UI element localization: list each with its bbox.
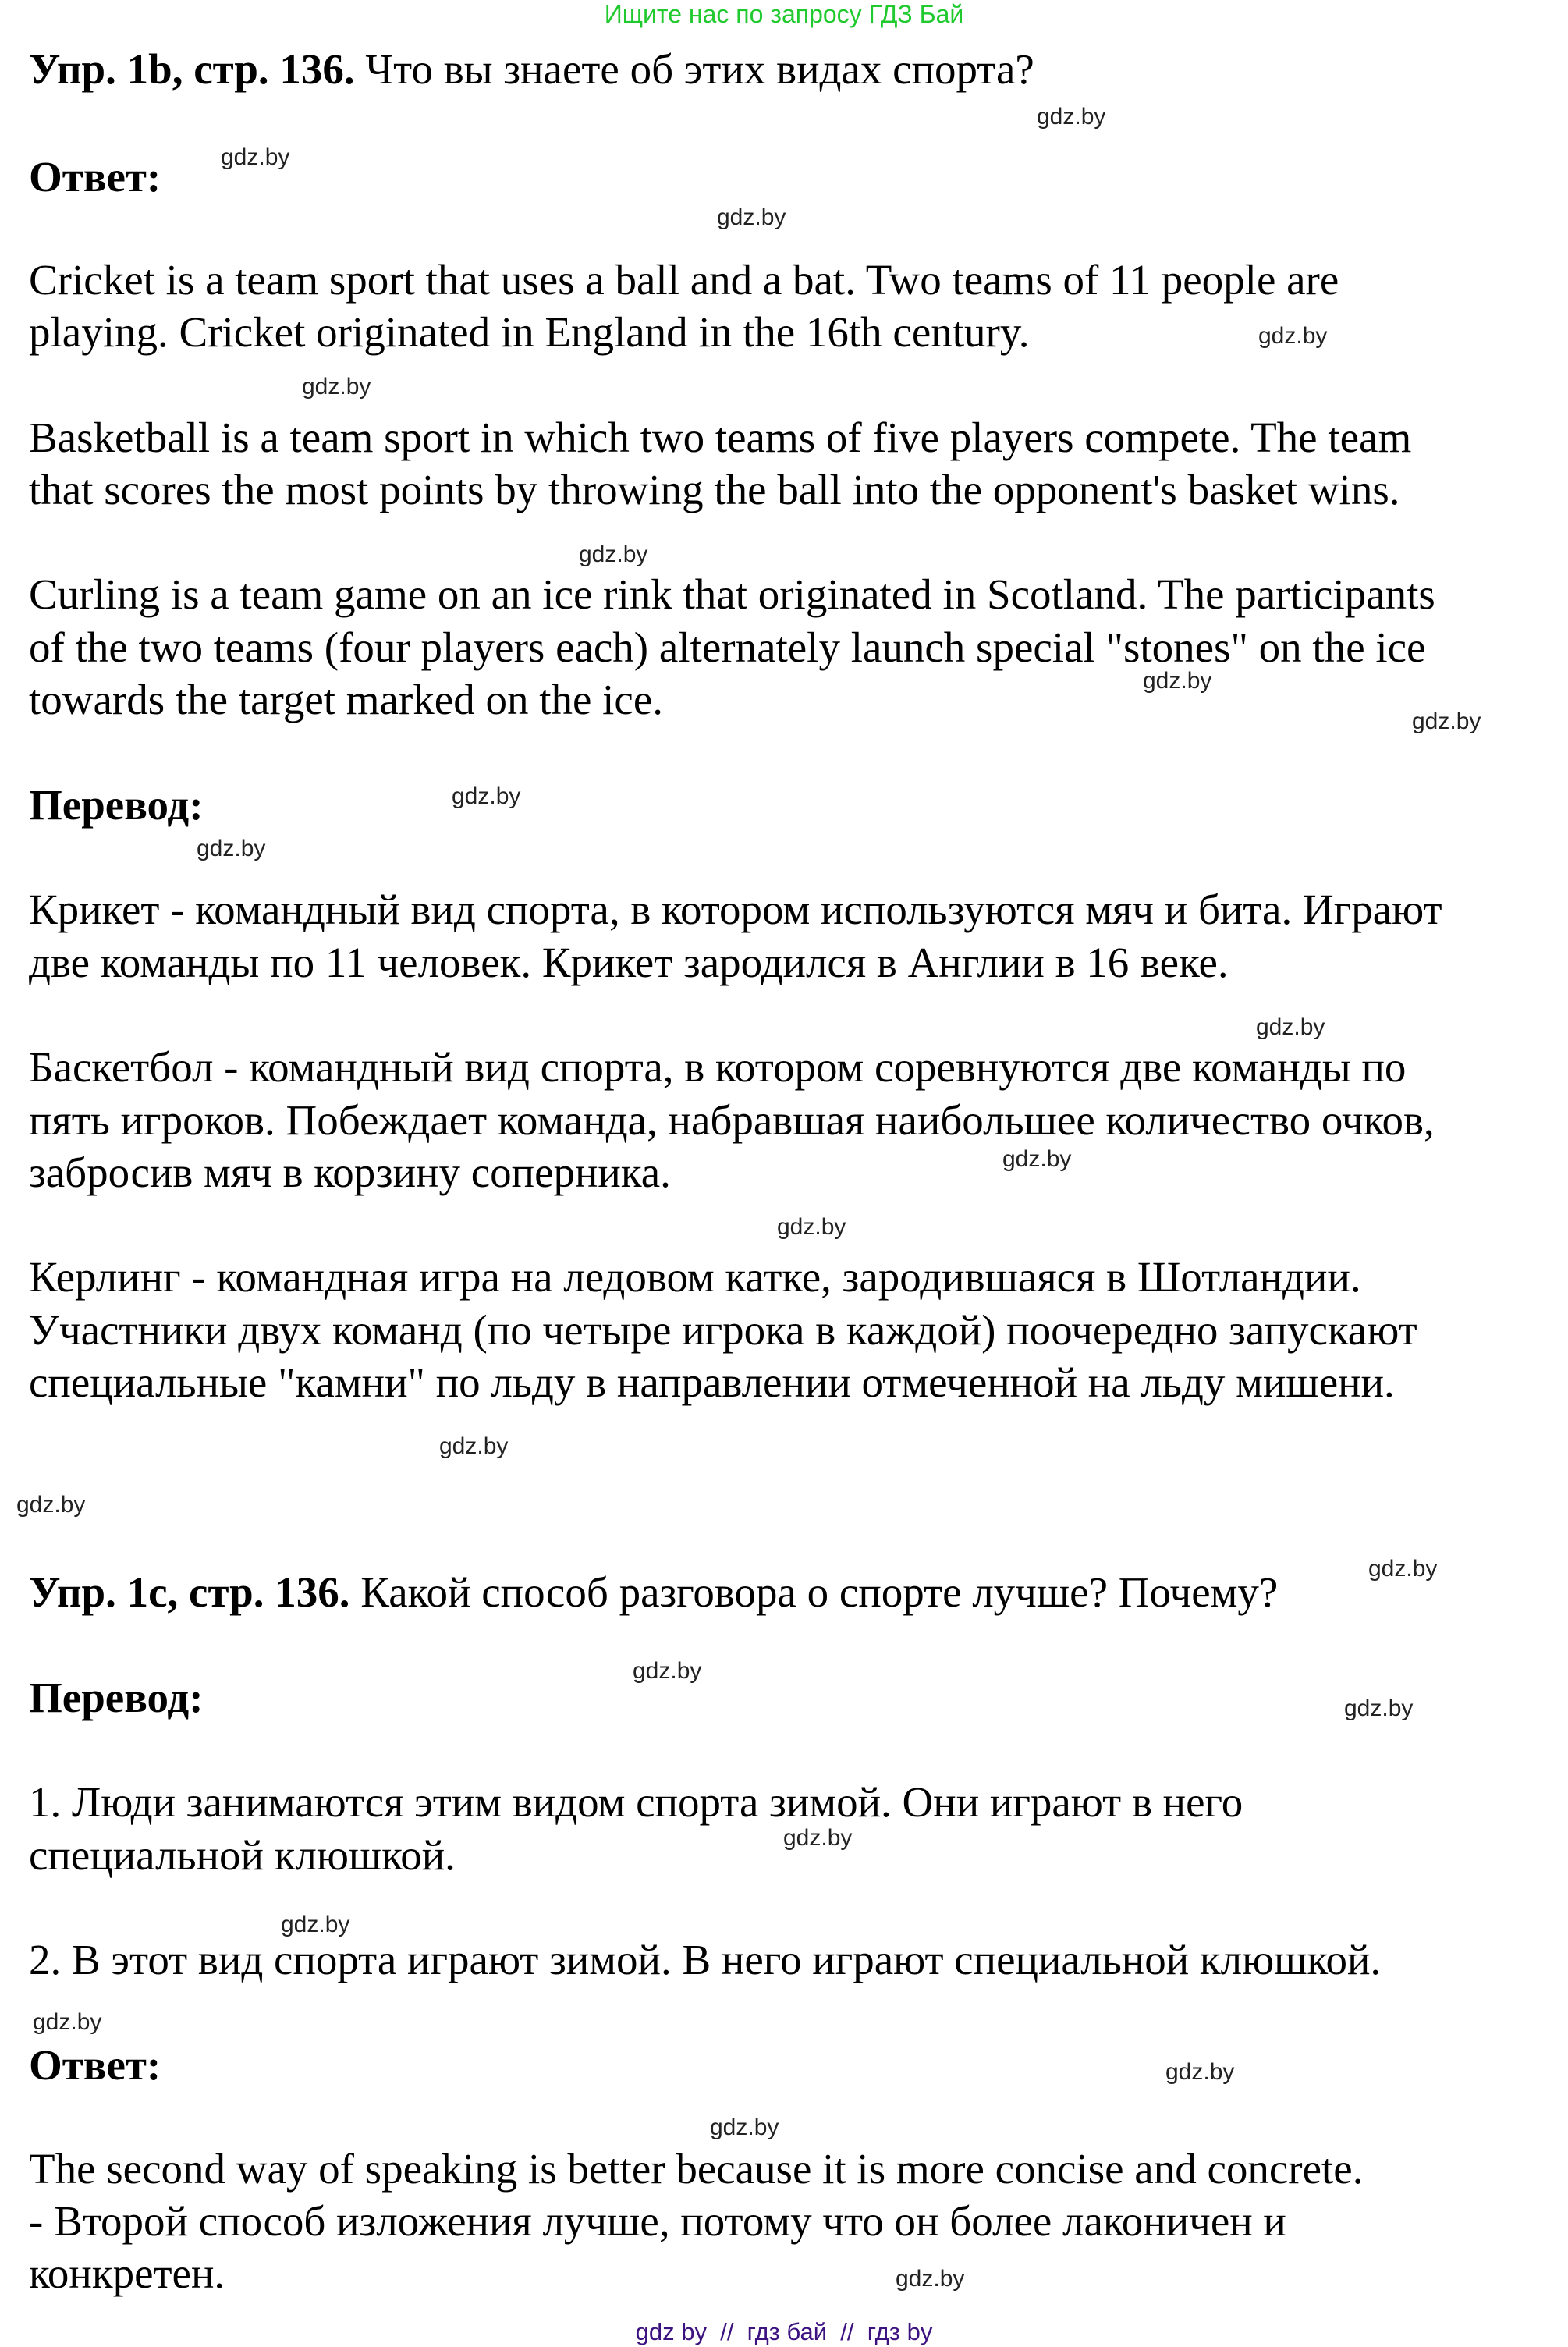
answer-1c-line-3: конкретен. [29,2249,225,2297]
watermark: gdz.by [197,836,266,861]
watermark: gdz.by [16,1492,86,1518]
answer-label-1b: Ответ: [29,153,161,201]
answer-basketball-line-1: Basketball is a team sport in which two teams of five players compete. The team [29,414,1412,461]
exercise-1c-heading [29,1566,1278,1618]
watermark: gdz.by [1256,1014,1325,1040]
exercise-1b-number: Упр. 1b, стр. 136. [29,45,355,93]
watermark: gdz.by [633,1658,702,1684]
watermark: gdz.by [33,2009,102,2035]
exercise-1b-question: Что вы знаете об этих видах спорта? [354,45,1034,93]
watermark: gdz.by [221,144,290,170]
translation-curling-line-3: специальные "камни" по льду в направлении отмеченной на льду мишени. [29,1358,1395,1406]
watermark: gdz.by [1165,2059,1235,2085]
answer-basketball-line-2: that scores the most points by throwing the ball into the opponent's basket wins. [29,466,1400,513]
translation-item-1-line-1: 1. Люди занимаются этим видом спорта зимой. Они играют в него [29,1778,1243,1826]
answer-curling-line-3: towards the target marked on the ice. [29,676,663,723]
answer-1c-line-1: The second way of speaking is better because it is more concise and concrete. [29,2145,1364,2193]
watermark: gdz.by [1368,1556,1438,1582]
answer-label-1c: Ответ: [29,2041,161,2089]
watermark: gdz.by [1344,1695,1414,1721]
exercise-1b-heading [29,43,1034,95]
answer-cricket-line-2: playing. Cricket originated in England in the 16th century. [29,308,1030,356]
translation-curling-line-1: Керлинг - командная игра на ледовом катке, зародившаяся в Шотландии. [29,1253,1361,1301]
translation-basketball-line-1: Баскетбол - командный вид спорта, в котором соревнуются две команды по [29,1043,1407,1091]
translation-curling-line-2: Участники двух команд (по четыре игрока в каждой) поочередно запускают [29,1306,1417,1354]
translation-label-1b: Перевод: [29,781,204,829]
exercise-1c-number: Упр. 1c, стр. 136. [29,1568,350,1616]
translation-item-1-line-2: специальной клюшкой. [29,1831,456,1879]
watermark: gdz.by [1002,1146,1072,1172]
watermark: gdz.by [281,1912,350,1937]
translation-basketball-line-3: забросив мяч в корзину соперника. [29,1149,671,1196]
watermark: gdz.by [710,2114,779,2140]
translation-cricket-line-2: две команды по 11 человек. Крикет зародился в Англии в 16 веке. [29,939,1229,986]
answer-curling-line-2: of the two teams (four players each) alternately launch special "stones" on the ice [29,623,1426,671]
translation-basketball-line-2: пять игроков. Побеждает команда, набравшая наибольшее количество очков, [29,1096,1435,1144]
answer-1c-line-2: - Второй способ изложения лучше, потому что он более лаконичен и [29,2197,1286,2245]
watermark: gdz.by [1258,323,1328,349]
exercise-1c-question: Какой способ разговора о спорте лучше? Почему? [349,1568,1279,1616]
translation-item-2-line-1: 2. В этот вид спорта играют зимой. В него играют специальной клюшкой. [29,1936,1382,1983]
watermark: gdz.by [783,1825,853,1851]
watermark: gdz.by [439,1433,509,1459]
watermark: gdz.by [1412,708,1481,734]
answer-curling-line-1: Curling is a team game on an ice rink that originated in Scotland. The participants [29,570,1435,618]
watermark: gdz.by [717,204,786,230]
translation-cricket-line-1: Крикет - командный вид спорта, в котором используются мяч и бита. Играют [29,886,1442,933]
watermark: gdz.by [579,541,648,567]
watermark: gdz.by [1037,104,1106,130]
search-hint-banner: Ищите нас по запросу ГДЗ Бай [604,0,964,28]
watermark: gdz.by [777,1214,846,1240]
watermark: gdz.by [1143,668,1212,694]
answer-cricket-line-1: Cricket is a team sport that uses a ball and a bat. Two teams of 11 people are [29,256,1339,304]
watermark: gdz.by [896,2266,965,2292]
watermark: gdz.by [452,783,521,809]
translation-label-1c: Перевод: [29,1674,204,1721]
watermark: gdz.by [302,374,371,399]
footer-site-links: gdz by // гдз бай // гдз by [635,2318,933,2345]
